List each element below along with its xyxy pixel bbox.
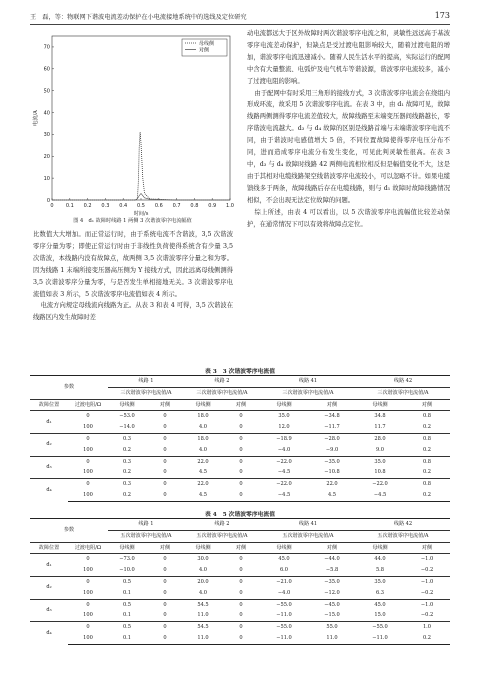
column-header: 对侧: [404, 399, 450, 411]
table-cell: 0: [146, 576, 184, 587]
table-cell: 0.1: [108, 633, 146, 644]
table-row: [30, 599, 450, 610]
fault-position: d₄: [30, 622, 68, 645]
table-cell: 100: [68, 633, 108, 644]
table-cell: 54.5: [184, 622, 222, 633]
table-cell: 18.0: [184, 411, 222, 422]
table-cell: 4.0: [198, 567, 208, 574]
table-cell: 22.0: [308, 479, 356, 490]
table-cell: 0.5: [108, 622, 146, 633]
table-cell: −1.0: [404, 576, 450, 587]
table-cell: 5.8: [375, 567, 385, 574]
table-cell: 0: [68, 576, 108, 587]
column-header: 母线侧: [184, 542, 222, 554]
plot-frame: [52, 36, 230, 200]
table-cell: 0.8: [404, 411, 450, 422]
table-cell: 0: [222, 490, 260, 501]
y-tick-label: 10: [43, 175, 50, 182]
table-cell: 10.8: [374, 469, 386, 476]
subheader: 三次谐波零序电流值/A: [260, 387, 356, 399]
table-cell: 45.0: [260, 554, 308, 565]
table3-caption: 表 3 3 次谐波零序电流值: [204, 369, 276, 375]
subheader: 五次谐波零序电流值/A: [356, 530, 450, 542]
table-cell: −11.0: [260, 633, 308, 644]
x-tick-label: 0: [50, 203, 54, 209]
table-cell: −1.0: [404, 599, 450, 610]
table-row: [30, 456, 450, 467]
y-tick-label: 30: [43, 132, 50, 139]
x-axis-label: 时间/s: [133, 211, 149, 217]
table-cell: 6.0: [279, 567, 289, 574]
table-cell: 12.0: [278, 424, 290, 431]
table-cell: 100: [83, 446, 93, 453]
table-cell: 0.2: [122, 446, 132, 453]
table-cell: 54.5: [184, 599, 222, 610]
fault-position: d₃: [30, 599, 68, 622]
table-cell: 0: [222, 456, 260, 467]
table-cell: 4.5: [198, 469, 208, 476]
table-row: [30, 433, 450, 444]
table-cell: 15.0: [374, 612, 386, 619]
table-row: [30, 576, 450, 587]
table-cell: 0: [146, 479, 184, 490]
table-cell: 0: [239, 424, 243, 431]
table-cell: 0: [239, 612, 243, 619]
paragraph: 动电流都远大于区外故障时两次谐波零序电流之和，灵敏性远远高于基波零序电流差动保护，但缺点是受过渡电阻影响较大，随着过渡电阻的增加，谐波零序电流迅速减小。随着人民生活水平的提高，实际运行的配网中含有大量整流、电弧炉及电气机车等谐波源，谐波零序电流较多，减小了过渡电阻的影响。: [247, 30, 450, 85]
figure-4: [30, 28, 235, 228]
param-header: 参数: [30, 519, 108, 543]
table4-caption: 表 4 5 次谐波零序电流值: [204, 512, 276, 518]
fault-position: d₂: [30, 433, 68, 456]
line-header: 线路 42: [356, 376, 450, 388]
table-cell: 30.0: [184, 554, 222, 565]
table-cell: −4.0: [277, 589, 291, 596]
series-line-bus-side: [52, 132, 230, 200]
column-header: 过渡电阻/Ω: [68, 542, 108, 554]
column-header: 母线侧: [260, 542, 308, 554]
table-cell: 0: [68, 554, 108, 565]
table-cell: 44.0: [356, 554, 404, 565]
table-cell: 0: [146, 622, 184, 633]
table-cell: −35.0: [308, 456, 356, 467]
table-row: [30, 422, 450, 433]
column-header: 对侧: [146, 399, 184, 411]
table-cell: 0: [239, 589, 243, 596]
table-cell: −0.2: [420, 567, 434, 574]
paragraph: 电流方向规定母线流向线路为正。从表 3 和表 4 可得，3,5 次谐波在线路区内发生故障时差: [33, 302, 233, 322]
subheader: 三次谐波零序电流值/A: [184, 387, 260, 399]
table-cell: −35.0: [308, 576, 356, 587]
table-cell: 0.5: [108, 576, 146, 587]
table-cell: 0.2: [422, 424, 432, 431]
table-cell: −55.0: [260, 599, 308, 610]
subheader: 五次谐波零序电流值/A: [184, 530, 260, 542]
x-tick-label: 0.6: [154, 203, 163, 209]
column-header: 母线侧: [356, 399, 404, 411]
y-tick-label: 70: [43, 44, 50, 51]
table-row: [30, 565, 450, 576]
table-cell: 0.3: [108, 456, 146, 467]
x-tick-label: 0.1: [65, 203, 74, 209]
table-cell: −10.0: [119, 567, 135, 574]
running-header: [30, 12, 450, 22]
table-cell: 0: [146, 554, 184, 565]
table-cell: −53.0: [108, 411, 146, 422]
paragraph: 比数值大大增加。而正常运行时，由于系统电流不含谐波，3,5 次谐波零序分量为零；即使正常运行时由于非线性负荷使得系统含有少量 3,5 次谐波，本线路内没有故障点，故两侧 3,5 次谐波零序分量之和为零。因为线路 1 末端所接变压器高压侧为 Y 接线方式，因此远离母线侧测得 3,5 次谐波零序分量为零，与是否发生单相接地无关。3 次谐波零序电流值如表 3 所示，5 次谐波零序电流值如表 4 所示。: [33, 231, 233, 298]
table-cell: 0: [163, 567, 167, 574]
fault-position: d₁: [30, 554, 68, 577]
table-cell: 0.2: [422, 469, 432, 476]
y-tick-label: 20: [43, 154, 50, 161]
table-cell: 0: [222, 479, 260, 490]
table-cell: 0: [222, 554, 260, 565]
column-header: 对侧: [404, 542, 450, 554]
fault-position: d₃: [30, 456, 68, 479]
right-column: [247, 28, 450, 230]
line-header: 线路 41: [260, 376, 356, 388]
table-cell: 0: [68, 622, 108, 633]
table-cell: 100: [83, 567, 93, 574]
table-cell: −4.5: [260, 490, 308, 501]
table-cell: −11.0: [276, 612, 292, 619]
fault-position: d₄: [30, 479, 68, 502]
x-tick-label: 0.4: [119, 203, 128, 209]
table-cell: 22.0: [184, 479, 222, 490]
x-tick-label: 0.3: [101, 203, 110, 209]
table-cell: 0: [163, 469, 167, 476]
column-header: 对侧: [146, 542, 184, 554]
table-cell: 0: [68, 411, 108, 422]
table-cell: −22.0: [260, 479, 308, 490]
table-cell: 0.3: [108, 433, 146, 444]
table-cell: 0: [239, 469, 243, 476]
table-cell: 0.5: [108, 599, 146, 610]
table-row: [30, 554, 450, 565]
table-cell: 0: [68, 433, 108, 444]
table-cell: 34.8: [356, 411, 404, 422]
table-cell: 0.2: [404, 633, 450, 644]
param-header: 参数: [30, 376, 108, 400]
legend-label: 对侧: [199, 47, 210, 54]
x-tick-label: 0.7: [172, 203, 181, 209]
line-header: 线路 42: [356, 519, 450, 531]
table-cell: −0.2: [420, 589, 434, 596]
table-row: [30, 467, 450, 478]
table-row: [30, 445, 450, 456]
table-cell: 0: [146, 633, 184, 644]
table-cell: 0: [222, 433, 260, 444]
table-cell: 0: [68, 479, 108, 490]
page-number: 173: [434, 11, 450, 20]
line-header: 线路 1: [108, 376, 184, 388]
table-cell: −55.0: [356, 622, 404, 633]
table-cell: 0: [222, 599, 260, 610]
table-cell: −55.0: [260, 622, 308, 633]
table-cell: 18.0: [184, 433, 222, 444]
table-cell: 0: [163, 612, 167, 619]
table-cell: −5.8: [325, 567, 339, 574]
column-header: 母线侧: [108, 399, 146, 411]
table-cell: 0.1: [122, 612, 132, 619]
table-cell: 0.8: [404, 479, 450, 490]
table-cell: 20.0: [184, 576, 222, 587]
subheader: 五次谐波零序电流值/A: [108, 530, 184, 542]
table-cell: −9.0: [325, 446, 339, 453]
table-cell: 35.0: [260, 411, 308, 422]
column-header: 对侧: [222, 399, 260, 411]
table-cell: −15.0: [324, 612, 340, 619]
table-cell: −44.0: [308, 554, 356, 565]
column-header: 故障位置: [30, 542, 68, 554]
table-cell: −4.5: [277, 469, 291, 476]
table-cell: 0: [163, 424, 167, 431]
table-cell: 4.0: [198, 424, 208, 431]
y-tick-label: 50: [43, 88, 50, 95]
table-cell: 0: [239, 567, 243, 574]
table-cell: 100: [83, 469, 93, 476]
table-cell: 11.0: [308, 633, 356, 644]
table-cell: 0: [222, 411, 260, 422]
table-row: [30, 490, 450, 501]
table-cell: 45.0: [356, 599, 404, 610]
table-cell: 1.0: [404, 622, 450, 633]
table-cell: 100: [83, 424, 93, 431]
table-cell: 100: [83, 589, 93, 596]
column-header: 对侧: [308, 542, 356, 554]
column-header: 母线侧: [356, 542, 404, 554]
table-cell: 11.0: [197, 612, 209, 619]
column-header: 故障位置: [30, 399, 68, 411]
table-cell: 0.2: [108, 490, 146, 501]
table-row: [30, 622, 450, 633]
table-row: [30, 411, 450, 422]
legend-label: 母线侧: [199, 40, 215, 47]
column-header: 对侧: [222, 542, 260, 554]
table-cell: 0: [163, 446, 167, 453]
table-cell: 0: [146, 490, 184, 501]
table-cell: 0: [239, 446, 243, 453]
table-cell: 100: [83, 612, 93, 619]
column-header: 过渡电阻/Ω: [68, 399, 108, 411]
table-cell: −22.0: [260, 456, 308, 467]
table-cell: 35.0: [356, 576, 404, 587]
table-cell: 6.3: [375, 589, 385, 596]
fault-position: d₁: [30, 411, 68, 434]
subheader: 五次谐波零序电流值/A: [260, 530, 356, 542]
y-tick-label: 0: [46, 197, 50, 204]
table-cell: 4.0: [198, 446, 208, 453]
table-cell: 11.7: [374, 424, 386, 431]
table-cell: −45.0: [308, 599, 356, 610]
table-cell: −11.0: [356, 633, 404, 644]
table-cell: −34.8: [308, 411, 356, 422]
table-cell: −10.8: [324, 469, 340, 476]
table-cell: 4.5: [308, 490, 356, 501]
fault-position: d₂: [30, 576, 68, 599]
x-tick-label: 0.5: [137, 203, 145, 209]
paragraph: 综上所述，由表 4 可以看出，以 5 次谐波零序电流幅值比较差动保护，在通常情况下可以有效将故障点定位。: [247, 208, 450, 228]
table-cell: −73.0: [108, 554, 146, 565]
y-tick-label: 40: [43, 110, 50, 117]
table-cell: −28.0: [308, 433, 356, 444]
table-cell: −11.7: [324, 424, 340, 431]
column-header: 母线侧: [108, 542, 146, 554]
table-cell: 0.2: [422, 446, 432, 453]
table-cell: −18.9: [260, 433, 308, 444]
table-cell: 11.0: [184, 633, 222, 644]
table-cell: −0.2: [420, 612, 434, 619]
table-cell: 4.0: [198, 589, 208, 596]
table-cell: 100: [68, 490, 108, 501]
line-header: 线路 41: [260, 519, 356, 531]
table-cell: 9.0: [375, 446, 385, 453]
table-cell: 0.8: [404, 433, 450, 444]
line-header: 线路 1: [108, 519, 184, 531]
table-cell: 0: [222, 622, 260, 633]
table-cell: 0.3: [108, 479, 146, 490]
x-tick-label: 0.8: [190, 203, 199, 209]
table-cell: 0.1: [122, 589, 132, 596]
paragraph: 由于配网中有时采用三角形的接线方式，3 次谐波零序电流会在绕组内形成环流，故采用 5 次谐波零序电流。在表 3 中，由 d₁ 故障可见，故障线路两侧测得零序电流差值较大，故障线路至末端变压器间线路越长，零序谐波电流越大。d₃ 与 d₄ 故障的区别是线路首端与末端谐波零序电流不同，由于谐波时电感值增大 5 倍，不同位置故障使得零序电压分布不同，进而造成零序电流分布发生变化，可见此判灵敏性很高。在表 3 中，d₃ 与 d₄ 故障时线路 42 两侧电流相位相反但是幅值变化不大，这是由于其相对电缆线路架空线谐波零序电流较小，可以忽略不计。如果电缆馈线多于两条，故障线路后存在电缆线路，则与 d₁ 故障时故障线路情况相似，不会出现无法定位故障的问题。: [247, 89, 450, 204]
table-cell: −14.0: [119, 424, 135, 431]
column-header: 母线侧: [184, 399, 222, 411]
table-cell: −4.0: [277, 446, 291, 453]
table-3: [30, 375, 450, 502]
table-cell: 0: [146, 433, 184, 444]
left-column: [33, 229, 233, 324]
table-cell: 28.0: [356, 433, 404, 444]
y-axis-label: 电流/A: [33, 110, 39, 126]
table-row: [30, 479, 450, 490]
table-cell: 0: [222, 576, 260, 587]
figure-caption: 图 4 d₁ 故障时线路 1 两侧 3 次谐波零序电流幅值: [73, 218, 192, 224]
column-header: 母线侧: [260, 399, 308, 411]
table-cell: 0: [222, 633, 260, 644]
x-tick-label: 1.0: [226, 203, 234, 209]
subheader: 三次谐波零序电流值/A: [356, 387, 450, 399]
table-cell: 0.2: [122, 469, 132, 476]
table-cell: 22.0: [184, 456, 222, 467]
table-cell: 0: [146, 411, 184, 422]
line-header: 线路 2: [184, 376, 260, 388]
x-tick-label: 0.9: [208, 203, 217, 209]
table-cell: 0: [68, 456, 108, 467]
subheader: 三次谐波零序电流值/A: [108, 387, 184, 399]
table-row: [30, 633, 450, 644]
table-cell: 0: [146, 599, 184, 610]
table-cell: 0.2: [404, 490, 450, 501]
table-cell: 0.8: [404, 456, 450, 467]
table-cell: −4.5: [356, 490, 404, 501]
x-tick-label: 0.2: [83, 203, 92, 209]
table-4: [30, 518, 450, 645]
table-cell: −22.0: [356, 479, 404, 490]
table-cell: −12.0: [324, 589, 340, 596]
table-row: [30, 610, 450, 621]
header-title: 王 磊，等：物联网下谐波电流差动保护在小电流接地系统中的选线及定位研究: [30, 14, 247, 21]
table-cell: 0: [68, 599, 108, 610]
table-cell: 0: [146, 456, 184, 467]
harmonic-current-chart: [30, 28, 235, 218]
table-cell: 55.0: [308, 622, 356, 633]
table-cell: 35.0: [356, 456, 404, 467]
table-cell: 4.5: [184, 490, 222, 501]
table-row: [30, 588, 450, 599]
line-header: 线路 2: [184, 519, 260, 531]
table-cell: −1.0: [404, 554, 450, 565]
column-header: 对侧: [308, 399, 356, 411]
table-cell: 0: [163, 589, 167, 596]
table-cell: −21.0: [260, 576, 308, 587]
header-rule: [30, 24, 450, 25]
y-tick-label: 60: [43, 66, 50, 73]
